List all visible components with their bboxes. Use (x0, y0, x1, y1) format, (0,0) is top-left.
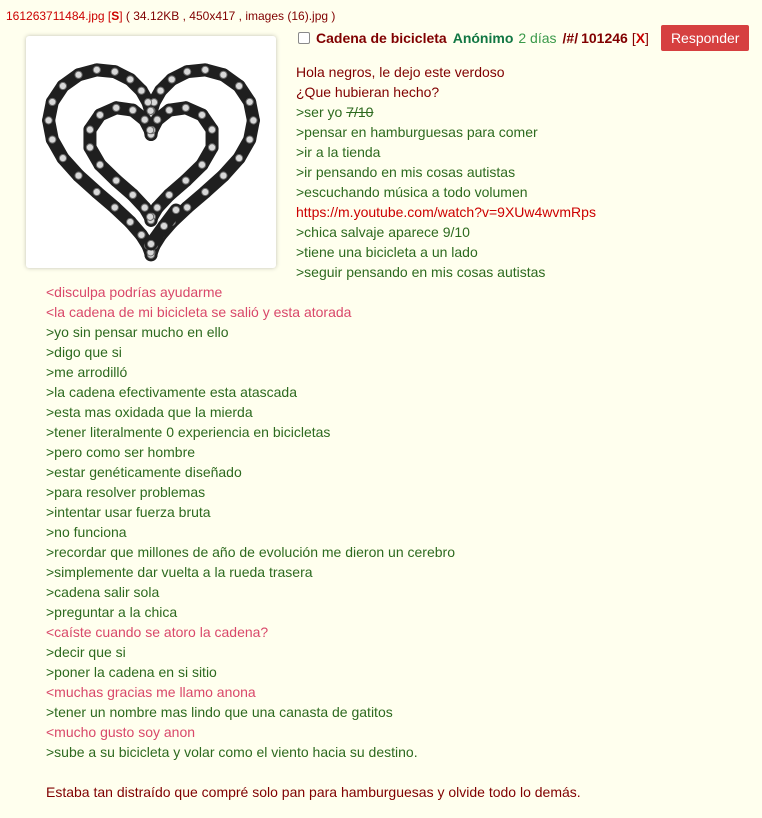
post-hash-link[interactable]: /#/ (562, 30, 579, 46)
youtube-link[interactable]: https://m.youtube.com/watch?v=9XUw4wvmRps (296, 204, 596, 220)
greentext-line: >intentar usar fuerza bruta (46, 504, 211, 520)
pinktext-line: <disculpa podrías ayudarme (46, 284, 223, 300)
post-subject: Cadena de bicicleta (316, 30, 447, 46)
greentext-line: >digo que si (46, 344, 122, 360)
file-info (6, 9, 335, 23)
post-select-checkbox[interactable] (298, 32, 310, 44)
post-author: Anónimo (452, 30, 514, 46)
greentext-line: >pero como ser hombre (46, 444, 196, 460)
greentext-line: >yo sin pensar mucho en ello (46, 324, 229, 340)
greentext-line: >esta mas oxidada que la mierda (46, 404, 253, 420)
post-body-top (296, 62, 596, 282)
greentext-line: >tener un nombre mas lindo que una canasta de gatitos (46, 704, 393, 720)
post-image-thumbnail[interactable] (26, 36, 276, 268)
greentext-prefix: >ser yo (296, 104, 347, 120)
pinktext-line: <la cadena de mi bicicleta se salió y esta atorada (46, 304, 352, 320)
greentext-line: >recordar que millones de año de evolución me dieron un cerebro (46, 544, 455, 560)
greentext-line: >tener literalmente 0 experiencia en bicicletas (46, 424, 331, 440)
greentext-line: >estar genéticamente diseñado (46, 464, 242, 480)
greentext-line: >pensar en hamburguesas para comer (296, 124, 538, 140)
post-body-bottom (46, 282, 455, 762)
greentext-line: >me arrodilló (46, 364, 128, 380)
post-number-link[interactable]: 101246 (581, 30, 628, 46)
pinktext-line: <mucho gusto soy anon (46, 724, 196, 740)
file-meta: ( 34.12KB , 450x417 , images (16).jpg ) (122, 9, 336, 23)
post-header (298, 25, 749, 51)
reply-button[interactable]: Responder (661, 25, 750, 51)
post-text-line: ¿Que hubieran hecho? (296, 84, 440, 100)
greentext-line: >tiene una bicicleta a un lado (296, 244, 478, 260)
delete-link[interactable]: [X] (631, 30, 649, 46)
pinktext-line: <caíste cuando se atoro la cadena? (46, 624, 269, 640)
greentext-line: >seguir pensando en mis cosas autistas (296, 264, 546, 280)
greentext-line: >cadena salir sola (46, 584, 160, 600)
greentext-line: >decir que si (46, 644, 126, 660)
post-final-line: Estaba tan distraído que compré solo pan para hamburguesas y olvide todo lo demás. (46, 784, 581, 800)
greentext-line: >preguntar a la chica (46, 604, 178, 620)
strikethrough-text: 7/10 (346, 104, 374, 120)
greentext-line: >ir pensando en mis cosas autistas (296, 164, 516, 180)
greentext-line: >escuchando música a todo volumen (296, 184, 528, 200)
greentext-line: >ir a la tienda (296, 144, 381, 160)
greentext-line: >para resolver problemas (46, 484, 206, 500)
bicycle-chain-heart-image (26, 36, 276, 268)
greentext-line: >poner la cadena en si sitio (46, 664, 217, 680)
file-name-link[interactable]: 161263711484.jpg (6, 9, 105, 23)
greentext-line (296, 102, 596, 122)
greentext-line: >chica salvaje aparece 9/10 (296, 224, 470, 240)
pinktext-line: <muchas gracias me llamo anona (46, 684, 256, 700)
greentext-line: >la cadena efectivamente esta atascada (46, 384, 298, 400)
spoiler-link[interactable]: [S] (107, 9, 123, 23)
post-text-line: Hola negros, le dejo este verdoso (296, 64, 505, 80)
post-date: 2 días (518, 30, 557, 46)
greentext-line: >simplemente dar vuelta a la rueda trasera (46, 564, 313, 580)
greentext-line: >sube a su bicicleta y volar como el viento hacia su destino. (46, 744, 418, 760)
greentext-line: >no funciona (46, 524, 127, 540)
